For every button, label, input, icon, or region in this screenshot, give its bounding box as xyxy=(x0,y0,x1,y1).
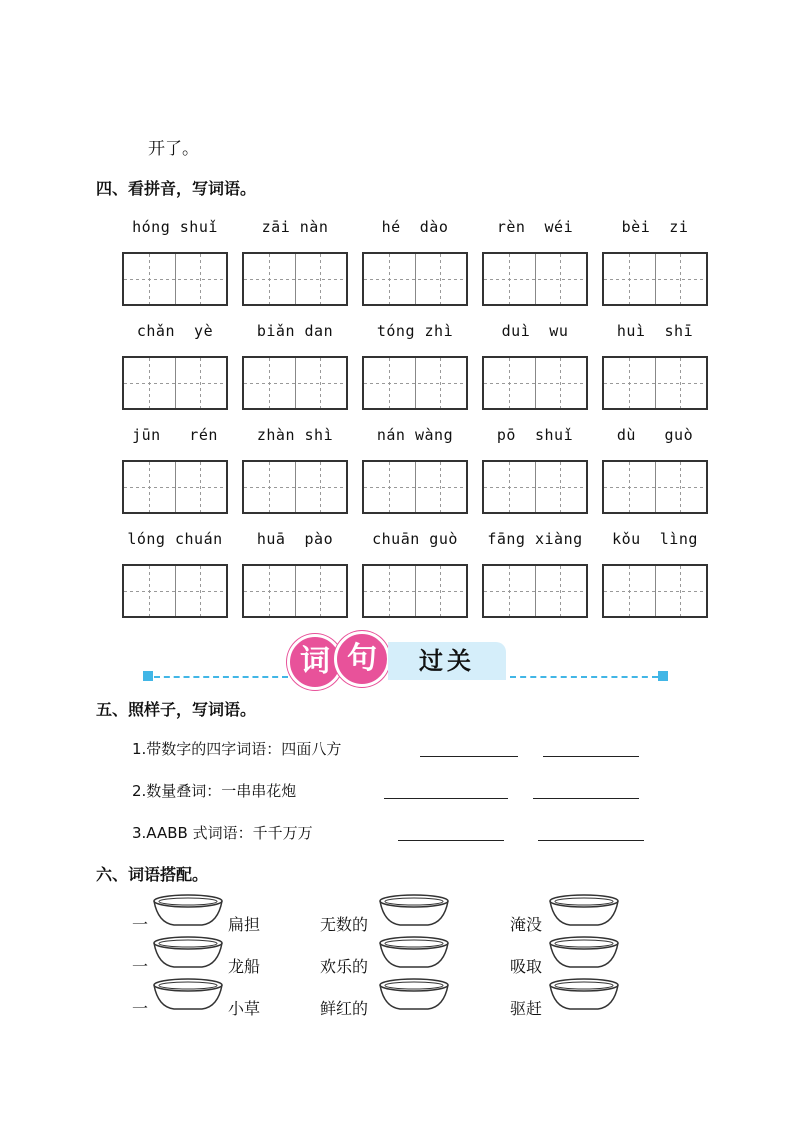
match-word: 鲜红的 xyxy=(320,999,369,1018)
pinyin-label: biǎn dan xyxy=(256,322,334,340)
bowl-blank-icon[interactable] xyxy=(548,893,620,927)
pinyin-label: dù guò xyxy=(616,426,694,444)
match-word: 淹没 xyxy=(510,915,543,934)
pinyin-label: rèn wéi xyxy=(496,218,574,236)
banner-left-line xyxy=(154,676,288,678)
pinyin-label: chǎn yè xyxy=(136,322,214,340)
pinyin-label: pō shuǐ xyxy=(496,426,574,444)
example-3: 3.AABB 式词语：千千万万 xyxy=(132,824,313,842)
match-word: 龙船 xyxy=(228,957,261,976)
bowl-blank-icon[interactable] xyxy=(152,893,224,927)
bowl-blank-icon[interactable] xyxy=(378,935,450,969)
writing-grid[interactable] xyxy=(482,356,588,410)
match-word: 无数的 xyxy=(320,915,369,934)
writing-box-row-4 xyxy=(122,564,712,618)
pinyin-row-1 xyxy=(122,218,712,240)
section5-title: 五、照样子，写词语。 xyxy=(96,700,257,719)
match-word: 扁担 xyxy=(228,915,261,934)
example-1: 1.带数字的四字词语：四面八方 xyxy=(132,740,342,758)
pinyin-label: kǒu lìng xyxy=(612,530,698,548)
pinyin-label: hé dào xyxy=(381,218,449,236)
banner-char-circle-1: 词 xyxy=(287,634,343,690)
match-word: 驱赶 xyxy=(510,999,543,1018)
pinyin-label: bèi zi xyxy=(621,218,689,236)
bowl-blank-icon[interactable] xyxy=(152,935,224,969)
pinyin-label: huì shī xyxy=(616,322,694,340)
measure-prefix: 一 xyxy=(132,915,149,934)
writing-grid[interactable] xyxy=(242,564,348,618)
measure-prefix: 一 xyxy=(132,957,149,976)
answer-blank[interactable] xyxy=(398,840,504,841)
bowl-blank-icon[interactable] xyxy=(378,893,450,927)
writing-grid[interactable] xyxy=(482,252,588,306)
answer-blank[interactable] xyxy=(420,756,518,757)
pinyin-label: duì wu xyxy=(501,322,569,340)
answer-blank[interactable] xyxy=(538,840,644,841)
writing-grid[interactable] xyxy=(602,460,708,514)
banner-left-square xyxy=(143,671,153,681)
answer-blank[interactable] xyxy=(384,798,508,799)
writing-grid[interactable] xyxy=(602,356,708,410)
banner-right-line xyxy=(510,676,658,678)
writing-box-row-1 xyxy=(122,252,712,306)
pinyin-label: zhàn shì xyxy=(256,426,334,444)
pinyin-label: lóng chuán xyxy=(127,530,223,548)
pinyin-row-4 xyxy=(122,530,712,552)
banner-tag: 过关 xyxy=(388,642,506,680)
writing-grid[interactable] xyxy=(242,252,348,306)
banner-right-square xyxy=(658,671,668,681)
answer-blank[interactable] xyxy=(543,756,639,757)
pinyin-row-3 xyxy=(122,426,712,448)
measure-prefix: 一 xyxy=(132,999,149,1018)
pinyin-label: chuān guò xyxy=(372,530,458,548)
writing-grid[interactable] xyxy=(362,356,468,410)
writing-grid[interactable] xyxy=(122,252,228,306)
writing-grid[interactable] xyxy=(482,564,588,618)
pinyin-label: jūn rén xyxy=(132,426,218,444)
answer-blank[interactable] xyxy=(533,798,639,799)
continuation-text: 开了。 xyxy=(148,139,199,159)
writing-grid[interactable] xyxy=(602,252,708,306)
bowl-blank-icon[interactable] xyxy=(378,977,450,1011)
writing-grid[interactable] xyxy=(122,564,228,618)
example-2: 2.数量叠词：一串串花炮 xyxy=(132,782,297,800)
section4-title: 四、看拼音，写词语。 xyxy=(96,179,257,198)
pinyin-label: zāi nàn xyxy=(261,218,329,236)
match-word: 欢乐的 xyxy=(320,957,369,976)
section6-title: 六、词语搭配。 xyxy=(96,865,209,884)
bowl-blank-icon[interactable] xyxy=(548,935,620,969)
match-word: 小草 xyxy=(228,999,261,1018)
pinyin-label: tóng zhì xyxy=(376,322,454,340)
writing-grid[interactable] xyxy=(362,252,468,306)
writing-grid[interactable] xyxy=(122,356,228,410)
writing-grid[interactable] xyxy=(242,356,348,410)
banner-char-circle-2: 句 xyxy=(334,631,390,687)
writing-grid[interactable] xyxy=(122,460,228,514)
match-word: 吸取 xyxy=(510,957,543,976)
writing-box-row-3 xyxy=(122,460,712,514)
writing-grid[interactable] xyxy=(362,460,468,514)
writing-grid[interactable] xyxy=(602,564,708,618)
writing-grid[interactable] xyxy=(242,460,348,514)
writing-grid[interactable] xyxy=(362,564,468,618)
pinyin-label: nán wàng xyxy=(376,426,454,444)
pinyin-row-2 xyxy=(122,322,712,344)
pinyin-label: fāng xiàng xyxy=(487,530,583,548)
bowl-blank-icon[interactable] xyxy=(152,977,224,1011)
bowl-blank-icon[interactable] xyxy=(548,977,620,1011)
pinyin-label: huā pào xyxy=(256,530,334,548)
writing-grid[interactable] xyxy=(482,460,588,514)
writing-box-row-2 xyxy=(122,356,712,410)
pinyin-label: hóng shuǐ xyxy=(132,218,218,236)
